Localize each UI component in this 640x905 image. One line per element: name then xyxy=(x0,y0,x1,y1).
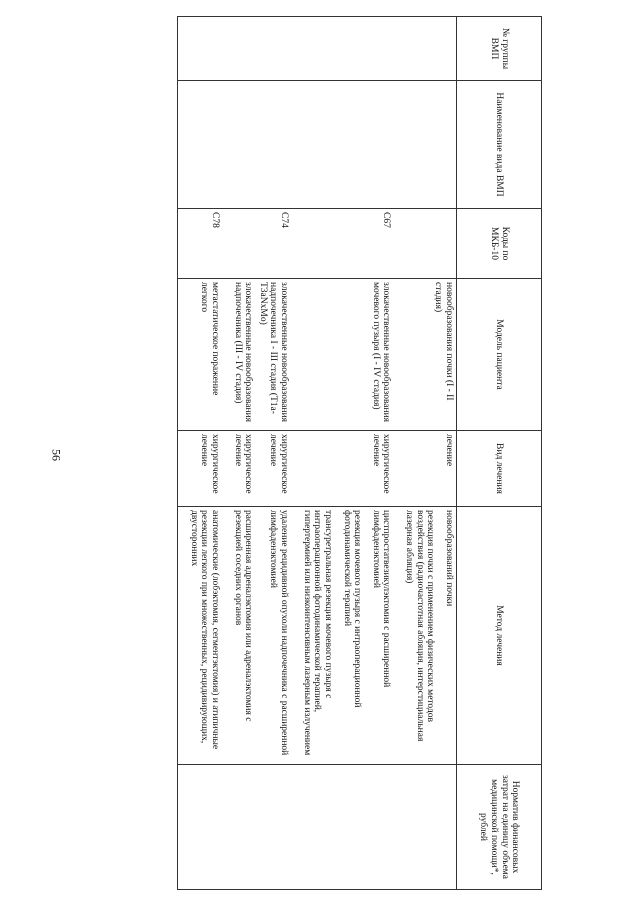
method-item: резекция мочевого пузыря с интраоперационной фотодинамической терапией xyxy=(341,510,363,708)
cell-group-no xyxy=(178,17,222,81)
cell-cost-norm xyxy=(291,765,393,890)
header-patient-model: Модель пациента xyxy=(457,279,542,431)
cell-vmp-name xyxy=(255,81,291,209)
cell-icd-code xyxy=(222,209,255,279)
table-row xyxy=(255,17,291,890)
cell-vmp-name xyxy=(394,81,457,209)
page-number: 56 xyxy=(49,449,64,461)
table-row xyxy=(394,17,457,890)
cell-group-no xyxy=(222,17,255,81)
method-item: удаление рецидивной опухоли надпочечника с расширенной лимфаденэктомией xyxy=(268,510,290,756)
rotated-page xyxy=(78,0,558,905)
vmp-table xyxy=(177,16,542,890)
cell-treatment-method xyxy=(291,507,393,765)
header-row xyxy=(457,17,542,890)
header-treatment-type: Вид лечения xyxy=(457,431,542,507)
method-item: расширенная адреналэктомия или адреналэктомия с резекцией соседних органов xyxy=(232,510,254,722)
cell-cost-norm xyxy=(255,765,291,890)
cell-cost-norm xyxy=(178,765,222,890)
cell-treatment-type: хирургическое лечение xyxy=(222,431,255,507)
header-icd-codes: Коды по МКБ-10 xyxy=(457,209,542,279)
cell-vmp-name xyxy=(291,81,393,209)
cell-vmp-name xyxy=(222,81,255,209)
cell-group-no xyxy=(255,17,291,81)
cell-treatment-type: хирургическое лечение xyxy=(255,431,291,507)
method-item: новообразований почки xyxy=(444,510,454,607)
header-treatment-method: Метод лечения xyxy=(457,507,542,765)
cell-patient-model: злокачественные новообразования надпочечника (III - IV стадия) xyxy=(222,279,255,431)
header-cost-norm: Норматив финансовых затрат на единицу объема медицинской помощи*, рублей xyxy=(457,765,542,890)
cell-treatment-type: лечение xyxy=(394,431,457,507)
cell-patient-model: злокачественные новообразования надпочечника I - III стадия (T1a-T3aNxMo) xyxy=(255,279,291,431)
table-row xyxy=(222,17,255,890)
cell-group-no xyxy=(291,17,393,81)
method-item: трансуретральная резекция мочевого пузыря с интраоперационной фотодинамической терапией, гипертермией или низкоинтенсивным лазерным излучением xyxy=(301,510,333,756)
cell-cost-norm xyxy=(222,765,255,890)
cell-treatment-method xyxy=(255,507,291,765)
cell-patient-model: новообразования почки (I - II стадия) xyxy=(394,279,457,431)
cell-treatment-method xyxy=(178,507,222,765)
cell-icd-code: C67 xyxy=(291,209,393,279)
cell-icd-code: C78 xyxy=(178,209,222,279)
cell-group-no xyxy=(394,17,457,81)
table-row xyxy=(291,17,393,890)
header-group-no: № группы ВМП xyxy=(457,17,542,81)
cell-treatment-type: хирургическое лечение xyxy=(178,431,222,507)
method-item: резекция почки с применением физических методов воздействия (радиочастотная абляция, интерстициальная лазерная абляция) xyxy=(404,510,436,742)
cell-treatment-method xyxy=(222,507,255,765)
cell-icd-code: C74 xyxy=(255,209,291,279)
table-row xyxy=(178,17,222,890)
header-vmp-name: Наименование вида ВМП xyxy=(457,81,542,209)
cell-treatment-type: хирургическое лечение xyxy=(291,431,393,507)
cell-treatment-method xyxy=(394,507,457,765)
method-item: анатомические (лобэктомия, сегментэктомия) и атипичные резекции легкого при множественных, рецидивирующих, двусторонних xyxy=(188,510,220,750)
cell-vmp-name xyxy=(178,81,222,209)
cell-cost-norm xyxy=(394,765,457,890)
cell-patient-model: злокачественные новообразования мочевого пузыря (I - IV стадия) xyxy=(291,279,393,431)
cell-icd-code xyxy=(394,209,457,279)
method-item: цистпростатвезикулэктомия с расширенной лимфаденэктомией xyxy=(370,510,392,688)
cell-patient-model: метастатическое поражение легкого xyxy=(178,279,222,431)
